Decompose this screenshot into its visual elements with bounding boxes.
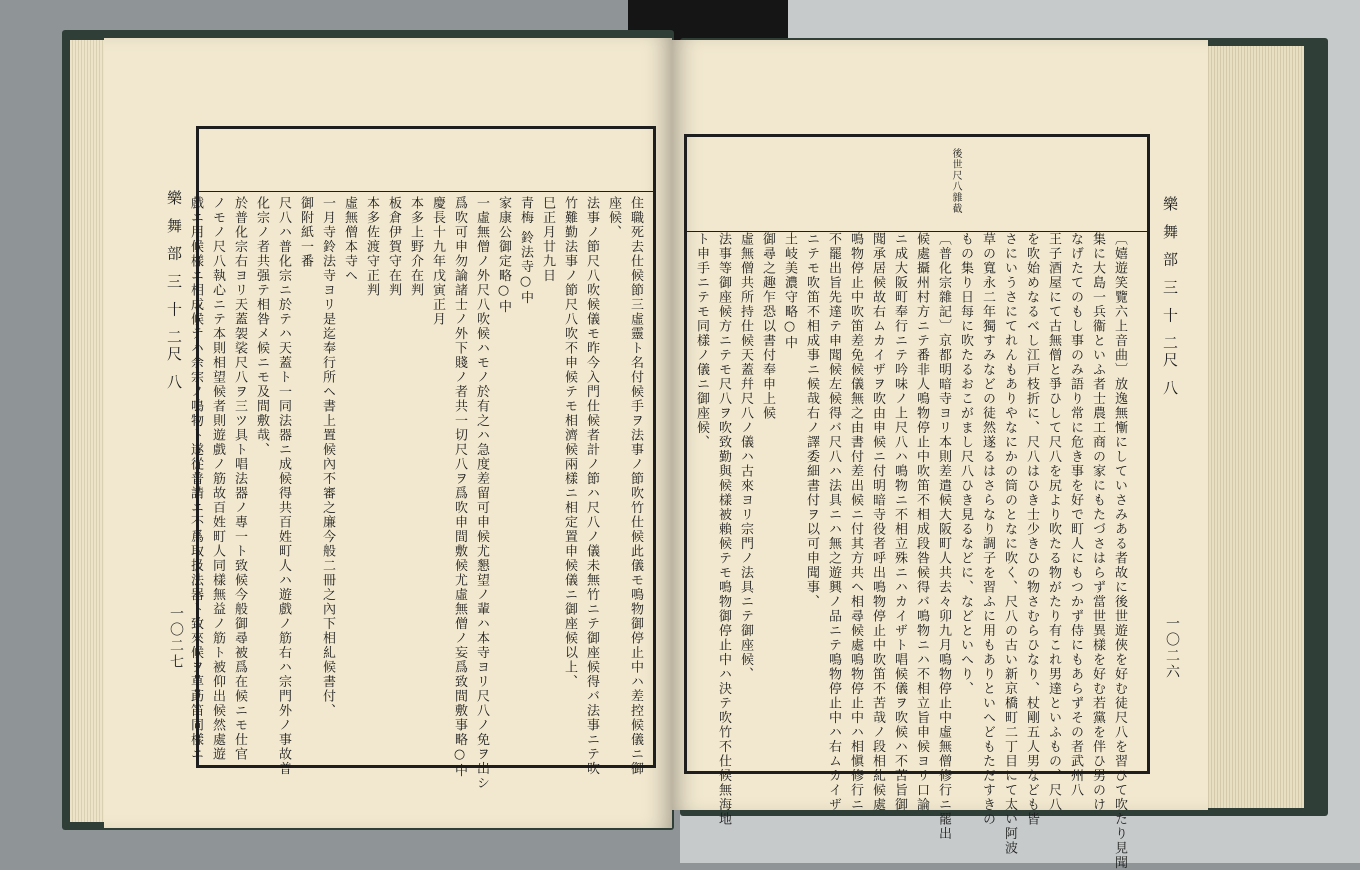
text-line: 御尋之趣乍恐以書付奉申上候 (760, 232, 775, 421)
text-line: 一月寺鈴法寺ヨリ是迄奉行所ヘ書上置候內不審之廉今般二冊之內下相糺候書付、 (320, 196, 335, 718)
text-line: 板倉伊賀守在判 (386, 196, 401, 298)
text-line: 本多佐渡守正判 (364, 196, 379, 298)
left-section-title: 尺 八 (165, 346, 183, 393)
text-line: ト申手ニテモ同樣ノ儀ニ御座候、 (694, 232, 709, 450)
text-line: 家康公御定略○中 (496, 196, 511, 314)
text-line: ノモノ尺八執心ニテ本則相望候者則遊戲ノ筋故百姓町人同樣無益ノ筋ト被仰出候然處遊 (210, 196, 225, 762)
text-line: 草の寬永二年獨すみなどの徒然遂るはさらなり調子を習ふに用もありといへどもただすきの (980, 232, 995, 827)
text-line: 青梅 鈴法寺○中 (518, 196, 533, 306)
text-line: 戲ニ用候樣ニ相成候テハ佘宗ノ鳴物ト遂從普請ニ不爲取扱法器ト致來候ヲ草莇笛同樣ニ (188, 196, 203, 762)
text-line: 座候、 (606, 196, 621, 240)
right-section-title: 尺 八 (1161, 352, 1179, 399)
text-line: なげたてのもし事のみ語り常に危き事を好で町人にもつかず侍にもあらずその者武州八 (1068, 232, 1083, 798)
text-line: もの集り日每に吹たるおこがまし尺八ひき見るなどに、などといへり、 (958, 232, 973, 696)
text-line: 慶長十九年戊寅正月 (430, 196, 445, 327)
text-line: 爲吹可申勿論諸士ノ外下賤ノ者共一切尺八ヲ爲吹申間敷候尤虛無僧ノ妄爲致間敷事略○中 (452, 196, 467, 778)
header-rule (199, 191, 653, 192)
text-line: 一虛無僧ノ外尺八吹候ハモノ於有之ハ急度差留可申候尤懇望ノ輩ハ本寺ヨリ尺八ノ免ヲ出シ (474, 196, 489, 791)
left-page-number: 一〇二七 (168, 606, 184, 670)
text-line: 化宗ノ者共强テ相咎メ候ニモ及間敷哉、 (254, 196, 269, 457)
text-line: 竹難勤法事ノ節尺八吹不申候テモ相濟候兩樣ニ相定置申候儀ニ御座候以上、 (562, 196, 577, 689)
marginal-title: 後世尺八雜截 (950, 148, 961, 214)
page-edges-right (1206, 46, 1304, 808)
text-line: 巳正月廿九日 (540, 196, 555, 283)
text-line: 虛無僧共所持仕候天蓋幷尺八ノ儀ハ古來ヨリ宗門ノ法具ニテ御座候、 (738, 232, 753, 682)
text-line: 王子酒屋にて古無僧と爭ひして尺八を尻より吹たる物がたり有これ男達といふもの、尺八 (1046, 232, 1061, 812)
left-running-head: 樂 舞 部 三 十 二 (165, 190, 183, 348)
text-line: 集に大島一兵衞といふ者士農工商の家にもたづさはらず當世異樣を好む若黨を伴ひ男のけ (1090, 232, 1105, 812)
right-page-number: 一〇二六 (1164, 616, 1180, 680)
text-line: 不罷出旨先達テ申聞候左候得バ尺八ハ法具ニハ無之遊興ノ品ニテ鳴物停止中ハ右ムカイザ (826, 232, 841, 812)
text-line: 候處攝州村方ニテ番非人鳴物停止中吹笛不相成段咎候得バ鳴物ニハ不相立旨申候ヨリ口論 (914, 232, 929, 812)
text-line: ニテモ吹笛不相成事ニ候哉右ノ譯委細書付ヲ以可申聞事、 (804, 232, 819, 609)
text-line: 鳴物停止中吹笛差免候儀無之由書付差出候ニ付其方共ヘ相尋候處鳴物停止中ハ相愼修行ニ (848, 232, 863, 812)
right-running-head: 樂 舞 部 三 十 二 (1161, 196, 1179, 354)
text-line: 尺八ハ普化宗ニ於テハ天蓋ト一同法器ニ成候得共百姓町人ハ遊戲ノ筋右ハ宗門外ノ事故普 (276, 196, 291, 776)
text-line: さにいうさにてれんもありやなにかの筒のとなに吹く、尺八の古い新京橋町二丁目にて太い阿波 (1002, 232, 1017, 856)
text-line: 〔普化宗雜記〕京都明暗寺ヨリ本則差遣候大阪町人共去々卯九月鳴物停止中虛無僧修行ニ罷出 (936, 232, 951, 841)
text-line: 虛無僧本寺ヘ (342, 196, 357, 283)
text-line: 法事ノ節尺八吹候儀モ昨今入門仕候者計ノ節ハ尺八ノ儀未無竹ニテ御座候得バ法事ニテ吹 (584, 196, 599, 776)
text-line: 法事等御座候方ニテモ尺八ヲ吹致勤與候樣被賴候テモ鳴物御停止中ハ決テ吹竹不仕候無海地 (716, 232, 731, 827)
text-line: 土岐美濃守略○中 (782, 232, 797, 350)
page-edges-left (70, 40, 106, 822)
text-line: 〔嬉遊笑覽六上音曲〕放逸無慚にしていさみある者故に後世遊俠を好む徒尺八を習ひて吹たり見聞 (1112, 232, 1127, 870)
text-line: 於普化宗右ヨリ天蓋袈裟尺八ヲ三ツ具ト唱法器ノ專一ト致候今般御尋被爲在候ニモ仕官 (232, 196, 247, 762)
text-line: ニ成大阪町奉行ニテ吟味ノ上尺八ハ鳴物ニ不相立殊ニハカイザト唱候儀ヲ吹候ハ不苦旨御 (892, 232, 907, 812)
left-page-text (188, 196, 646, 791)
text-line: 本多上野介在判 (408, 196, 423, 298)
text-line: を吹始めなるべし江戸枝折に、尺八はひき士少きひの物さむらひなり、杖剛五人男なども皆 (1024, 232, 1039, 827)
text-line: 住職死去仕候節三虛靈ト名付候手ヲ法事ノ節吹竹仕候此儀モ鳴物御停止中ハ差控候儀ニ御 (628, 196, 643, 776)
right-page-text (694, 232, 1130, 870)
text-line: 御附紙一番 (298, 196, 313, 269)
text-line: 聞承居候故右ムカイザヲ吹由申候ニ付明暗寺役者呼出鳴物停止中吹笛不苦哉ノ段相糺候處 (870, 232, 885, 812)
